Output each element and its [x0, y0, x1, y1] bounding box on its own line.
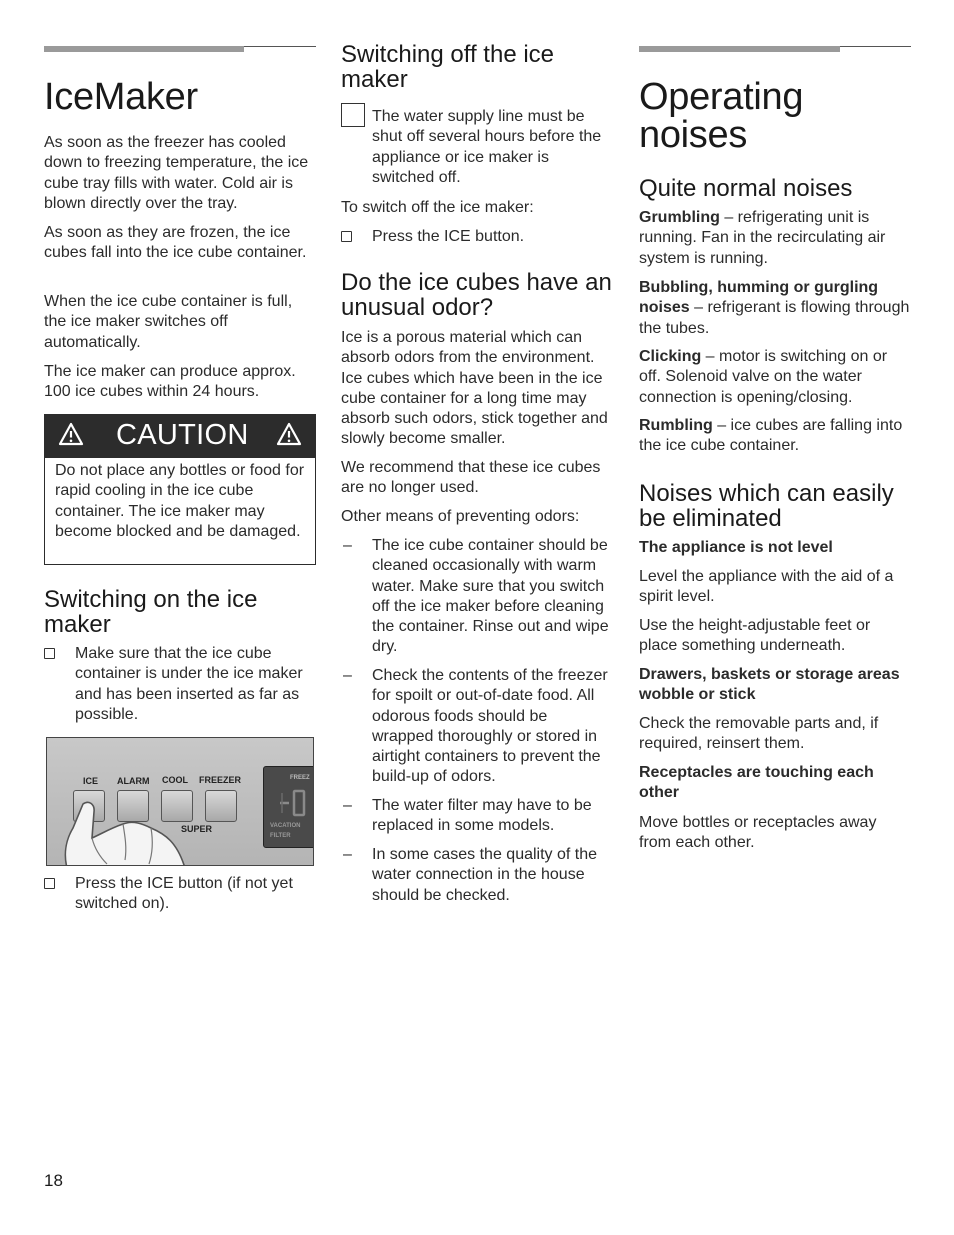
list-item: – In some cases the quality of the water connection in the house should be checked.: [343, 846, 598, 904]
paragraph: Check the removable parts and, if required, reinsert them.: [639, 715, 879, 753]
heading-odor: Do the ice cubes have an unusual odor?: [341, 269, 612, 321]
caution-text: Do not place any bottles or food for rapid cooling in the ice cube container. The ice maker may become blocked and be damaged.: [55, 462, 305, 540]
caution-header: [44, 414, 316, 458]
panel-label-alarm: ALARM: [117, 776, 150, 786]
control-panel-image: [46, 737, 314, 866]
list-item: Press the ICE button (if not yet switched on).: [44, 874, 316, 915]
paragraph: We recommend that these ice cubes are no longer used.: [341, 459, 601, 497]
list-item: – Check the contents of the freezer for spoilt or out-of-date food. All odorous foods should be wrapped thoroughly or stored in airtight containers to prevent the build-up of odors.: [343, 667, 608, 786]
warning-triangle-icon: [58, 422, 84, 446]
note-text: The water supply line must be shut off several hours before the appliance or ice maker is switched off.: [372, 108, 602, 186]
section-title: Operating noises: [639, 76, 804, 156]
noise-item: Clicking – motor is switching on or off. Solenoid valve on the water connection is opening/closing.: [639, 348, 888, 406]
seven-segment-digit-icon: [278, 789, 308, 819]
paragraph: Level the appliance with the aid of a spirit level.: [639, 568, 894, 606]
hand-pressing-icon: [61, 798, 191, 866]
paragraph: Other means of preventing odors:: [341, 508, 580, 525]
dash-bullet: –: [343, 846, 352, 863]
heading-switching-on: Switching on the ice maker: [44, 586, 258, 638]
noise-item: Rumbling – ice cubes are falling into the ice cube container.: [639, 417, 903, 455]
paragraph: Use the height-adjustable feet or place something underneath.: [639, 617, 871, 655]
note-checkbox-icon: [341, 103, 365, 127]
dash-bullet: –: [343, 797, 352, 814]
noise-item: Bubbling, humming or gurgling noises – refrigerant is flowing through the tubes.: [639, 279, 910, 337]
heading-eliminable-noises: Noises which can easily be eliminated: [639, 480, 894, 532]
checkbox-bullet-icon: [44, 878, 55, 889]
paragraph: Ice is a porous material which can absorb odors from the environment. Ice cubes which have been in the ice cube container for a long time may absorb such odors, stick together and slowly become smaller.: [341, 329, 608, 448]
page-title: IceMaker: [44, 76, 198, 118]
warning-triangle-icon: [276, 422, 302, 446]
intro-paragraph: When the ice cube container is full, the ice maker switches off automatically.: [44, 293, 293, 351]
checkbox-bullet-icon: [44, 648, 55, 659]
section-rule: [639, 46, 911, 47]
list-item: – The ice cube container should be cleaned occasionally with warm water. Make sure that you switch off the ice maker before cleaning the container. Rinse out and wipe dry.: [343, 537, 609, 656]
panel-display: FREEZ VACATION FILTER: [263, 766, 314, 848]
panel-label-cool: COOL: [162, 775, 188, 785]
intro-paragraph: The ice maker can produce approx. 100 ice cubes within 24 hours.: [44, 363, 296, 401]
caution-box: [44, 458, 316, 565]
freezer-button: [205, 790, 237, 822]
heading-normal-noises: Quite normal noises: [639, 175, 853, 202]
caution-label: CAUTION: [116, 419, 249, 451]
list-item: Make sure that the ice cube container is under the ice maker and has been inserted as far as possible.: [44, 644, 316, 725]
dash-bullet: –: [343, 537, 352, 554]
list-item: Press the ICE button.: [341, 227, 613, 247]
checkbox-bullet-icon: [341, 231, 352, 242]
paragraph: Move bottles or receptacles away from each other.: [639, 814, 877, 852]
subheading: The appliance is not level: [639, 539, 833, 556]
intro-paragraph: As soon as they are frozen, the ice cubes fall into the ice cube container.: [44, 224, 307, 262]
subheading: Drawers, baskets or storage areas wobble or stick: [639, 666, 900, 704]
section-rule: [44, 46, 316, 47]
paragraph: To switch off the ice maker:: [341, 199, 534, 216]
panel-label-super: SUPER: [181, 824, 213, 834]
dash-bullet: –: [343, 667, 352, 684]
noise-item: Grumbling – refrigerating unit is running. Fan in the recirculating air system is running.: [639, 209, 886, 267]
intro-paragraph: As soon as the freezer has cooled down to freezing temperature, the ice cube tray fills with water. Cold air is blown directly over the tray.: [44, 134, 309, 212]
subheading: Receptacles are touching each other: [639, 764, 874, 802]
panel-label-ice: ICE: [83, 776, 99, 786]
page-number: 18: [44, 1171, 63, 1190]
panel-label-freezer: FREEZER: [199, 775, 242, 785]
heading-switching-off: Switching off the ice maker: [341, 41, 555, 93]
list-item: – The water filter may have to be replaced in some models.: [343, 797, 592, 835]
